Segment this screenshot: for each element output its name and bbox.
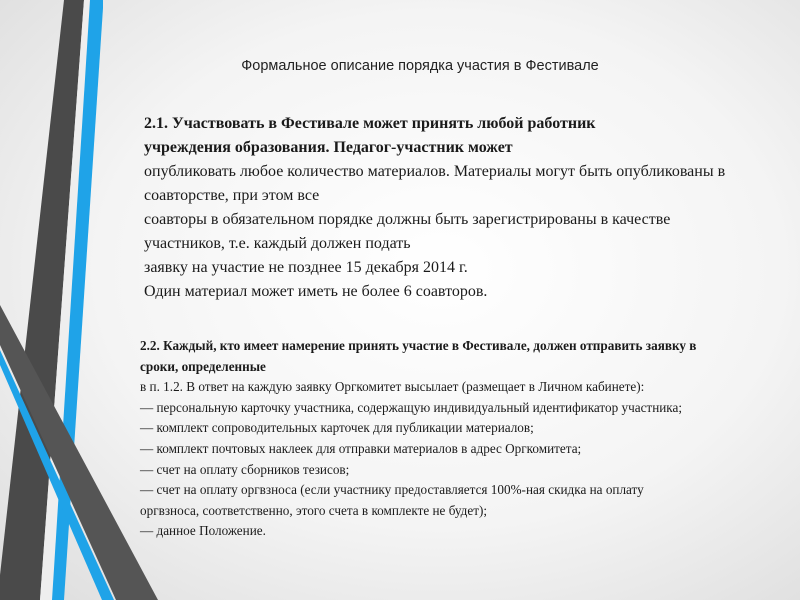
section-2-2-line: оргвзноса, соответственно, этого счета в комплекте не будет); [140,502,488,518]
section-2-2-line: — комплект почтовых наклеек для отправки материалов в адрес Оргкомитета; [140,440,582,456]
section-2-1 [144,112,726,304]
section-2-2-heading: 2.2. Каждый, кто имеет намерение принять участие в Фестивале, должен отправить заявку в сроки, определенные [140,338,697,374]
section-2-2-line: в п. 1.2. В ответ на каждую заявку Оргкомитет высылает (размещает в Личном кабинете): [140,379,645,395]
section-2-1-line: заявку на участие не позднее 15 декабря 2014 г. [144,259,468,276]
section-2-2-line: — комплект сопроводительных карточек для публикации материалов; [140,420,534,436]
section-2-1-line: участников, т.е. каждый должен подать [144,235,411,252]
section-2-2-line: — данное Положение. [140,523,266,539]
section-2-2-line: — счет на оплату сборников тезисов; [140,461,350,477]
section-2-1-line: опубликовать любое количество материалов. Материалы могут быть опубликованы в [144,163,726,180]
section-2-1-line: соавторы в обязательном порядке должны быть зарегистрированы в качестве [144,211,671,228]
section-2-1-line: Один материал может иметь не более 6 соавторов. [144,283,488,300]
section-2-2-line: — счет на оплату оргвзноса (если участнику предоставляется 100%-ная скидка на оплату [140,482,644,498]
page-title: Формальное описание порядка участия в Фестивале [241,58,599,74]
section-2-1-line: соавторстве, при этом все [144,187,320,204]
section-2-2 [140,336,720,542]
section-2-2-line: — персональную карточку участника, содержащую индивидуальный идентификатор участника; [140,399,683,415]
section-2-1-heading: 2.1. Участвовать в Фестивале может принять любой работник учреждения образования. Педагог-участник может [144,115,596,156]
